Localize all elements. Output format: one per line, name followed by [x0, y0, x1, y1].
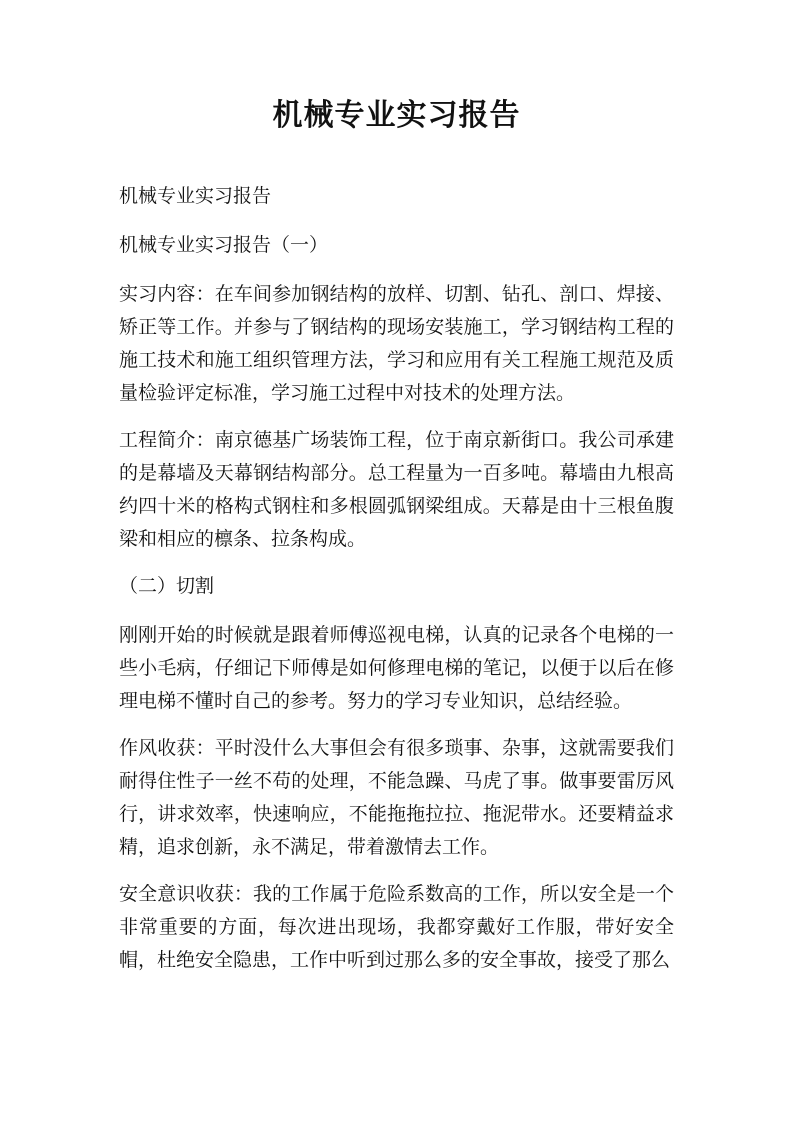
paragraph-elevator-work: 刚刚开始的时候就是跟着师傅巡视电梯，认真的记录各个电梯的一些小毛病，仔细记下师傅是如何修理电梯的笔记，以便于以后在修理电梯不懂时自己的参考。努力的学习专业知识，总结经验。: [119, 624, 674, 712]
paragraph-subtitle: 机械专业实习报告: [119, 185, 272, 207]
paragraph-internship-content: 实习内容：在车间参加钢结构的放样、切割、钻孔、剖口、焊接、矫正等工作。并参与了钢结构的现场安装施工，学习钢结构工程的施工技术和施工组织管理方法，学习和应用有关工程施工规范及质量检验评定标准，学习施工过程中对技术的处理方法。: [119, 283, 674, 404]
paragraph-safety-awareness: 安全意识收获：我的工作属于危险系数高的工作，所以安全是一个非常重要的方面，每次进出现场，我都穿戴好工作服，带好安全帽，杜绝安全隐患，工作中听到过那么多的安全事故，接受了那么: [119, 883, 674, 971]
document-title: 机械专业实习报告: [272, 98, 521, 133]
paragraph-section-heading-2: （二）切割: [119, 575, 215, 597]
paragraph-section-heading-1: 机械专业实习报告（一）: [119, 234, 329, 256]
paragraph-work-style: 作风收获：平时没什么大事但会有很多琐事、杂事，这就需要我们耐得住性子一丝不苟的处理，不能急躁、马虎了事。做事要雷厉风行，讲求效率，快速响应，不能拖拖拉拉、拖泥带水。还要精益求精，追求创新，永不满足，带着激情去工作。: [119, 737, 674, 858]
paragraph-project-intro: 工程简介：南京德基广场装饰工程，位于南京新街口。我公司承建的是幕墙及天幕钢结构部分。总工程量为一百多吨。幕墙由九根高约四十米的格构式钢柱和多根圆弧钢梁组成。天幕是由十三根鱼腹梁和相应的檩条、拉条构成。: [119, 429, 674, 550]
